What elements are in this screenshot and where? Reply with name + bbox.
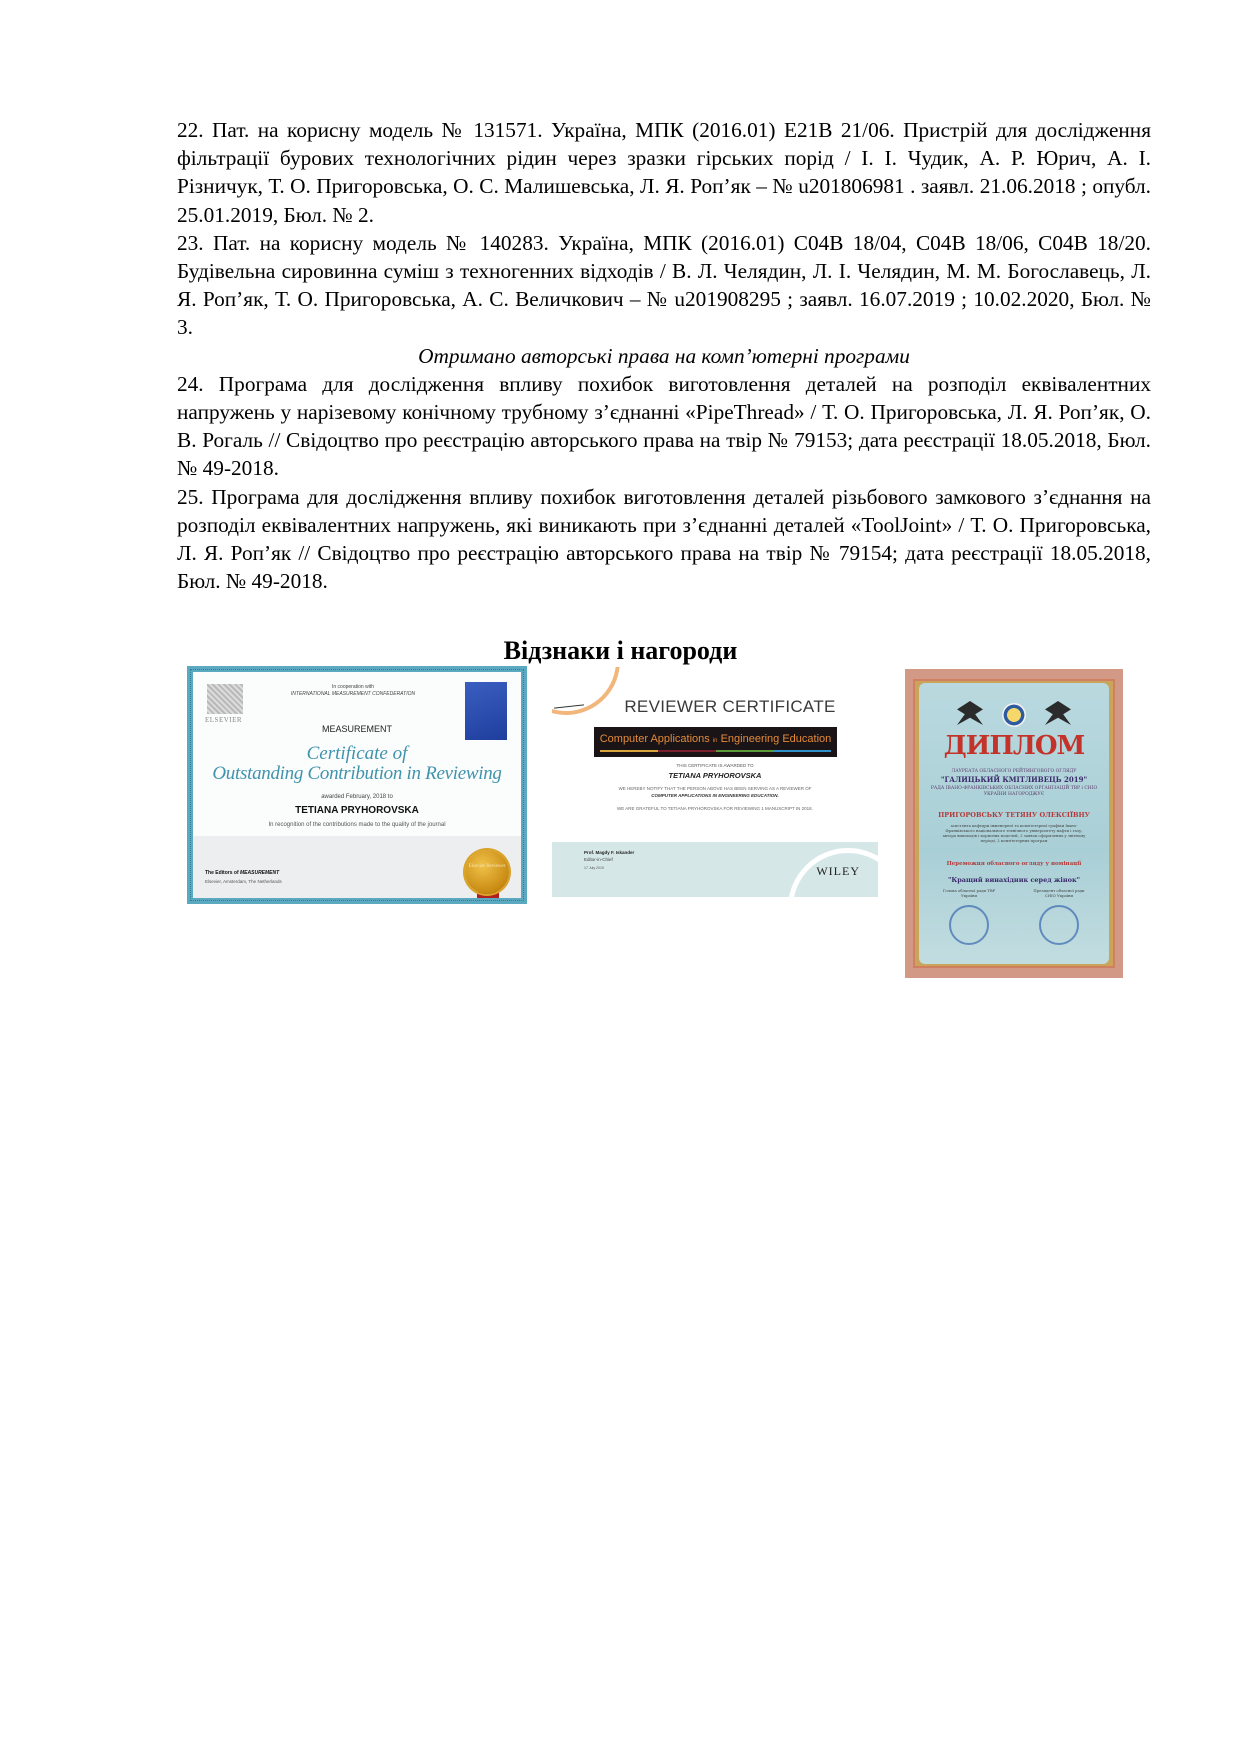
- awarded-to-label: THIS CERTIFICATE IS AWARDED TO: [676, 763, 754, 768]
- recipient-name: TETIANA PRYHOROVSKA: [668, 771, 762, 780]
- awarded-date: awarded February, 2018 to: [321, 794, 393, 800]
- wiley-certificate-image: [552, 667, 878, 897]
- editors-label: The Editors of: [205, 870, 239, 876]
- stamp-left-icon: [949, 905, 989, 945]
- diploma-line-2: "ГАЛИЦЬКИЙ КМІТЛИВЕЦЬ 2019": [940, 775, 1088, 784]
- diploma-line-1: ЛАУРЕАТА ОБЛАСНОГО РЕЙТИНГОВОГО ОГЛЯДУ: [951, 769, 1077, 774]
- awards-heading: Відзнаки і нагороди: [503, 636, 738, 665]
- griffin-left-icon: [957, 701, 983, 725]
- elsevier-certificate-image: [187, 666, 527, 904]
- certificate-title-line-2: Outstanding Contribution in Reviewing: [212, 763, 502, 784]
- certificate-title: REVIEWER CERTIFICATE: [624, 697, 836, 716]
- diploma-line-3: РАДА ІВАНО-ФРАНКІВСЬКИХ ОБЛАСНИХ ОРГАНІЗАЦІЙ ТВР і СНІО УКРАЇНИ НАГОРОДЖУЄ: [930, 786, 1098, 797]
- elsevier-wordmark: ELSEVIER: [205, 716, 243, 724]
- diploma-title: ДИПЛОМ: [943, 731, 1085, 761]
- diploma-photo: [905, 669, 1123, 978]
- certificate-date: 17 July 2019: [584, 866, 604, 870]
- signature-right: Президент обласної ради СНІО України: [1033, 888, 1085, 898]
- recognition-text: In recognition of the contributions made to the quality of the journal: [268, 822, 446, 828]
- cooperation-text: [253, 684, 453, 698]
- notify-line-1: WE HEREBY NOTIFY THAT THE PERSON ABOVE HAS BEEN SERVING AS A REVIEWER OF: [618, 786, 812, 791]
- seal-text: Elsevier Reviewer: [468, 864, 506, 869]
- journal-banner: [594, 727, 837, 757]
- banner-part-1: Computer Applications: [599, 733, 713, 745]
- stripe-maroon: [658, 750, 716, 752]
- diploma-inner: [919, 683, 1109, 964]
- signature-left: Голова обласної ради ТВР України: [942, 888, 996, 898]
- signer-name: Prof. Magdy F. Iskander: [584, 850, 635, 855]
- stripe-yellow: [600, 750, 658, 752]
- diploma-winner: Переможця обласного огляду у номінації: [946, 861, 1082, 867]
- elsevier-tree-logo-icon: [207, 684, 243, 714]
- emblem-icon: [1002, 703, 1026, 727]
- stamp-right-icon: [1039, 905, 1079, 945]
- stripe-green: [716, 750, 774, 752]
- document-body: [177, 116, 1151, 595]
- notify-text: [552, 785, 878, 799]
- copyright-item-25: 25. Програма для дослідження впливу похибок виготовлення деталей різьбового замкового з’єднання на розподіл еквівалентних напружень, які виникають при з’єднанні деталей «ToolJoint» / Т. О. Пригоровська, Л. Я. Роп’як // Свідоцтво про реєстрацію авторського права на твір № 79154; дата реєстрації 18.05.2018, Бюл. № 49-2018.: [177, 484, 1151, 594]
- grateful-text: WE ARE GRATEFUL TO TETIANA PRYHOROVSKA FOR REVIEWING 1 MANUSCRIPT IN 2018.: [617, 806, 813, 811]
- banner-in: in: [712, 738, 718, 744]
- diploma-recipient: ПРИГОРОВСЬКУ ТЕТЯНУ ОЛЕКСІЇВНУ: [938, 811, 1090, 819]
- notify-line-2: COMPUTER APPLICATIONS IN ENGINEERING EDUCATION.: [651, 793, 779, 798]
- recipient-name: TETIANA PRYHOROVSKA: [295, 805, 419, 816]
- cooperation-line-1: In cooperation with: [332, 684, 374, 690]
- copyright-section-heading: Отримано авторські права на комп’ютерні програми: [418, 343, 910, 368]
- copyright-item-24: 24. Програма для дослідження впливу похибок виготовлення деталей на розподіл еквівалентних напружень у нарізевому конічному трубному з’єднанні «PipeThread» / Т. О. Пригоровська, Л. Я. Роп’як, О. В. Рогаль // Свідоцтво про реєстрацію авторського права на твір № 79153; дата реєстрації 18.05.2018, Бюл. № 49-2018.: [177, 371, 1151, 481]
- certificate-title-line-1: Certificate of: [306, 743, 408, 764]
- wiley-logo: WILEY: [816, 864, 860, 878]
- banner-color-stripes: [600, 750, 831, 752]
- patent-item-22: 22. Пат. на корисну модель № 131571. Україна, МПК (2016.01) E21B 21/06. Пристрій для дослідження фільтрації бурових технологічних рідин через зразки гірських порід / І. І. Чудик, А. Р. Юрич, А. І. Різничук, Т. О. Пригоровська, О. С. Малишевська, Л. Я. Роп’як – № u201806981 . заявл. 21.06.2018 ; опубл. 25.01.2019, Бюл. № 2.: [177, 118, 1151, 227]
- journal-name: MEASUREMENT: [321, 724, 392, 734]
- journal-banner-text: [594, 733, 837, 745]
- diploma-nomination: "Кращий винахідник серед жінок": [947, 876, 1081, 884]
- publisher-address: Elsevier, Amsterdam, The Netherlands: [205, 879, 282, 884]
- patent-item-23: 23. Пат. на корисну модель № 140283. Україна, МПК (2016.01) C04B 18/04, C04B 18/06, C04B 18/20. Будівельна сировинна суміш з техногенних відходів / В. Л. Челядин, Л. І. Челядин, М. М. Богославець, Л. Я. Роп’як, Т. О. Пригоровська, А. С. Величкович – № u201908295 ; заявл. 16.07.2019 ; 10.02.2020, Бюл. № 3.: [177, 230, 1151, 340]
- griffin-right-icon: [1045, 701, 1071, 725]
- editors-signature: [205, 870, 279, 876]
- certificate-footer: [552, 842, 878, 897]
- diploma-body: асистента кафедри інженерної та комп'ютерної графіки Івано-Франківського національного технічного університету нафти і газу, автора винаходів і корисних моделей, 2 заявок оформлених у звітному періоді, 2 комп'ютерних програм: [942, 823, 1086, 843]
- reviewer-seal-icon: [465, 850, 509, 894]
- editors-journal: MEASUREMENT: [240, 870, 280, 876]
- cooperation-line-2: INTERNATIONAL MEASUREMENT CONFEDERATION: [290, 691, 416, 697]
- stripe-blue: [773, 750, 831, 752]
- signer-role: Editor-in-Chief: [584, 857, 613, 862]
- banner-part-2: Engineering Education: [717, 733, 832, 745]
